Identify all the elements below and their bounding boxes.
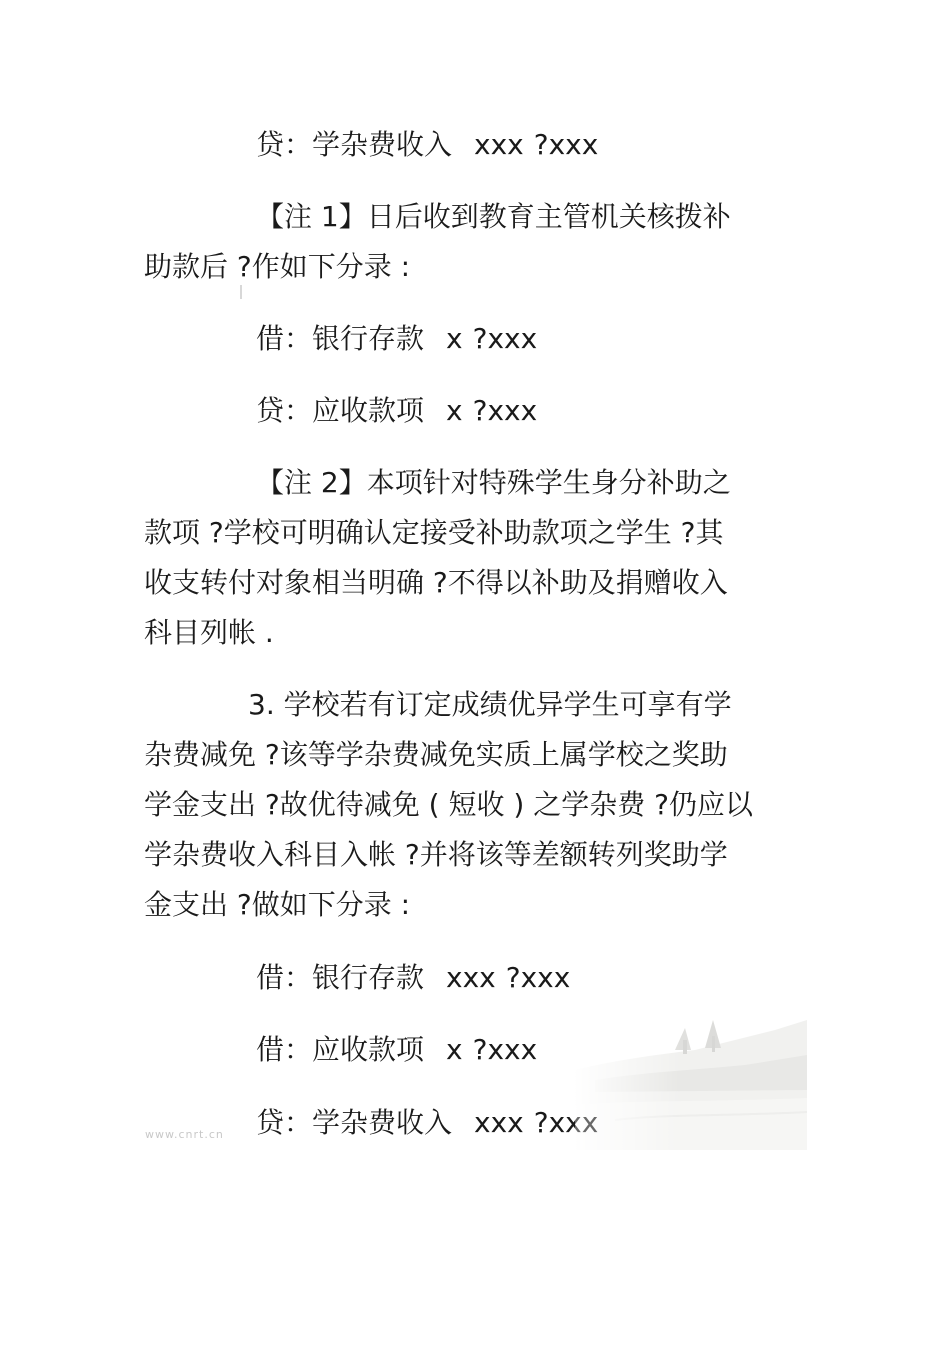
entry-amount: x (446, 1033, 463, 1066)
item-3-line-2: 杂费减免 ?该等学杂费减免实质上属学校之奖助 (144, 738, 728, 771)
journal-entry-credit-tuition-2 (256, 1103, 598, 1143)
note-1-line-1: 【注 1】日后收到教育主管机关核拨补 (256, 200, 731, 233)
entry-amount: x (446, 394, 463, 427)
note-2-line-1: 【注 2】本项针对特殊学生身分补助之 (256, 466, 731, 499)
journal-entry-credit-tuition (256, 125, 598, 165)
journal-entry-debit-bank-2 (256, 958, 570, 998)
entry-amount-2: ?xxx (472, 322, 538, 355)
entry-amount: x (446, 322, 463, 355)
item-3-line-5: 金支出 ?做如下分录 : (144, 888, 411, 921)
journal-entry-debit-bank (256, 319, 537, 359)
watermark-url: www.cnrt.cn (145, 1128, 224, 1141)
note-1-line-2: 助款后 ?作如下分录 : (144, 250, 411, 283)
entry-amount-2: ?xxx (505, 961, 571, 994)
note-2-line-3: 收支转付对象相当明确 ?不得以补助及捐赠收入 (144, 566, 728, 599)
entry-amount-2: ?xxx (472, 394, 538, 427)
journal-entry-credit-receivable (256, 391, 537, 431)
entry-amount: xxx (474, 128, 524, 161)
landscape-watermark-image (575, 1010, 807, 1150)
entry-amount-2: ?xxx (533, 128, 599, 161)
entry-amount: xxx (474, 1106, 524, 1139)
entry-label: 贷：学杂费收入 (256, 128, 453, 161)
entry-label: 贷：应收款项 (256, 394, 425, 427)
entry-amount-2: ?xxx (533, 1106, 599, 1139)
journal-entry-debit-receivable (256, 1030, 537, 1070)
item-3-line-1: 3. 学校若有订定成绩优异学生可享有学 (248, 688, 732, 721)
entry-label: 贷：学杂费收入 (256, 1106, 453, 1139)
entry-label: 借：应收款项 (256, 1033, 425, 1066)
entry-label: 借：银行存款 (256, 961, 425, 994)
entry-amount: xxx (446, 961, 496, 994)
item-3-line-3: 学金支出 ?故优待减免 ( 短收 ) 之学杂费 ?仍应以 (144, 788, 753, 821)
note-2-line-4: 科目列帐 . (144, 616, 274, 649)
text-cursor-mark (240, 285, 242, 299)
note-2-line-2: 款项 ?学校可明确认定接受补助款项之学生 ?其 (144, 516, 724, 549)
item-3-line-4: 学杂费收入科目入帐 ?并将该等差额转列奖助学 (144, 838, 728, 871)
entry-label: 借：银行存款 (256, 322, 425, 355)
entry-amount-2: ?xxx (472, 1033, 538, 1066)
